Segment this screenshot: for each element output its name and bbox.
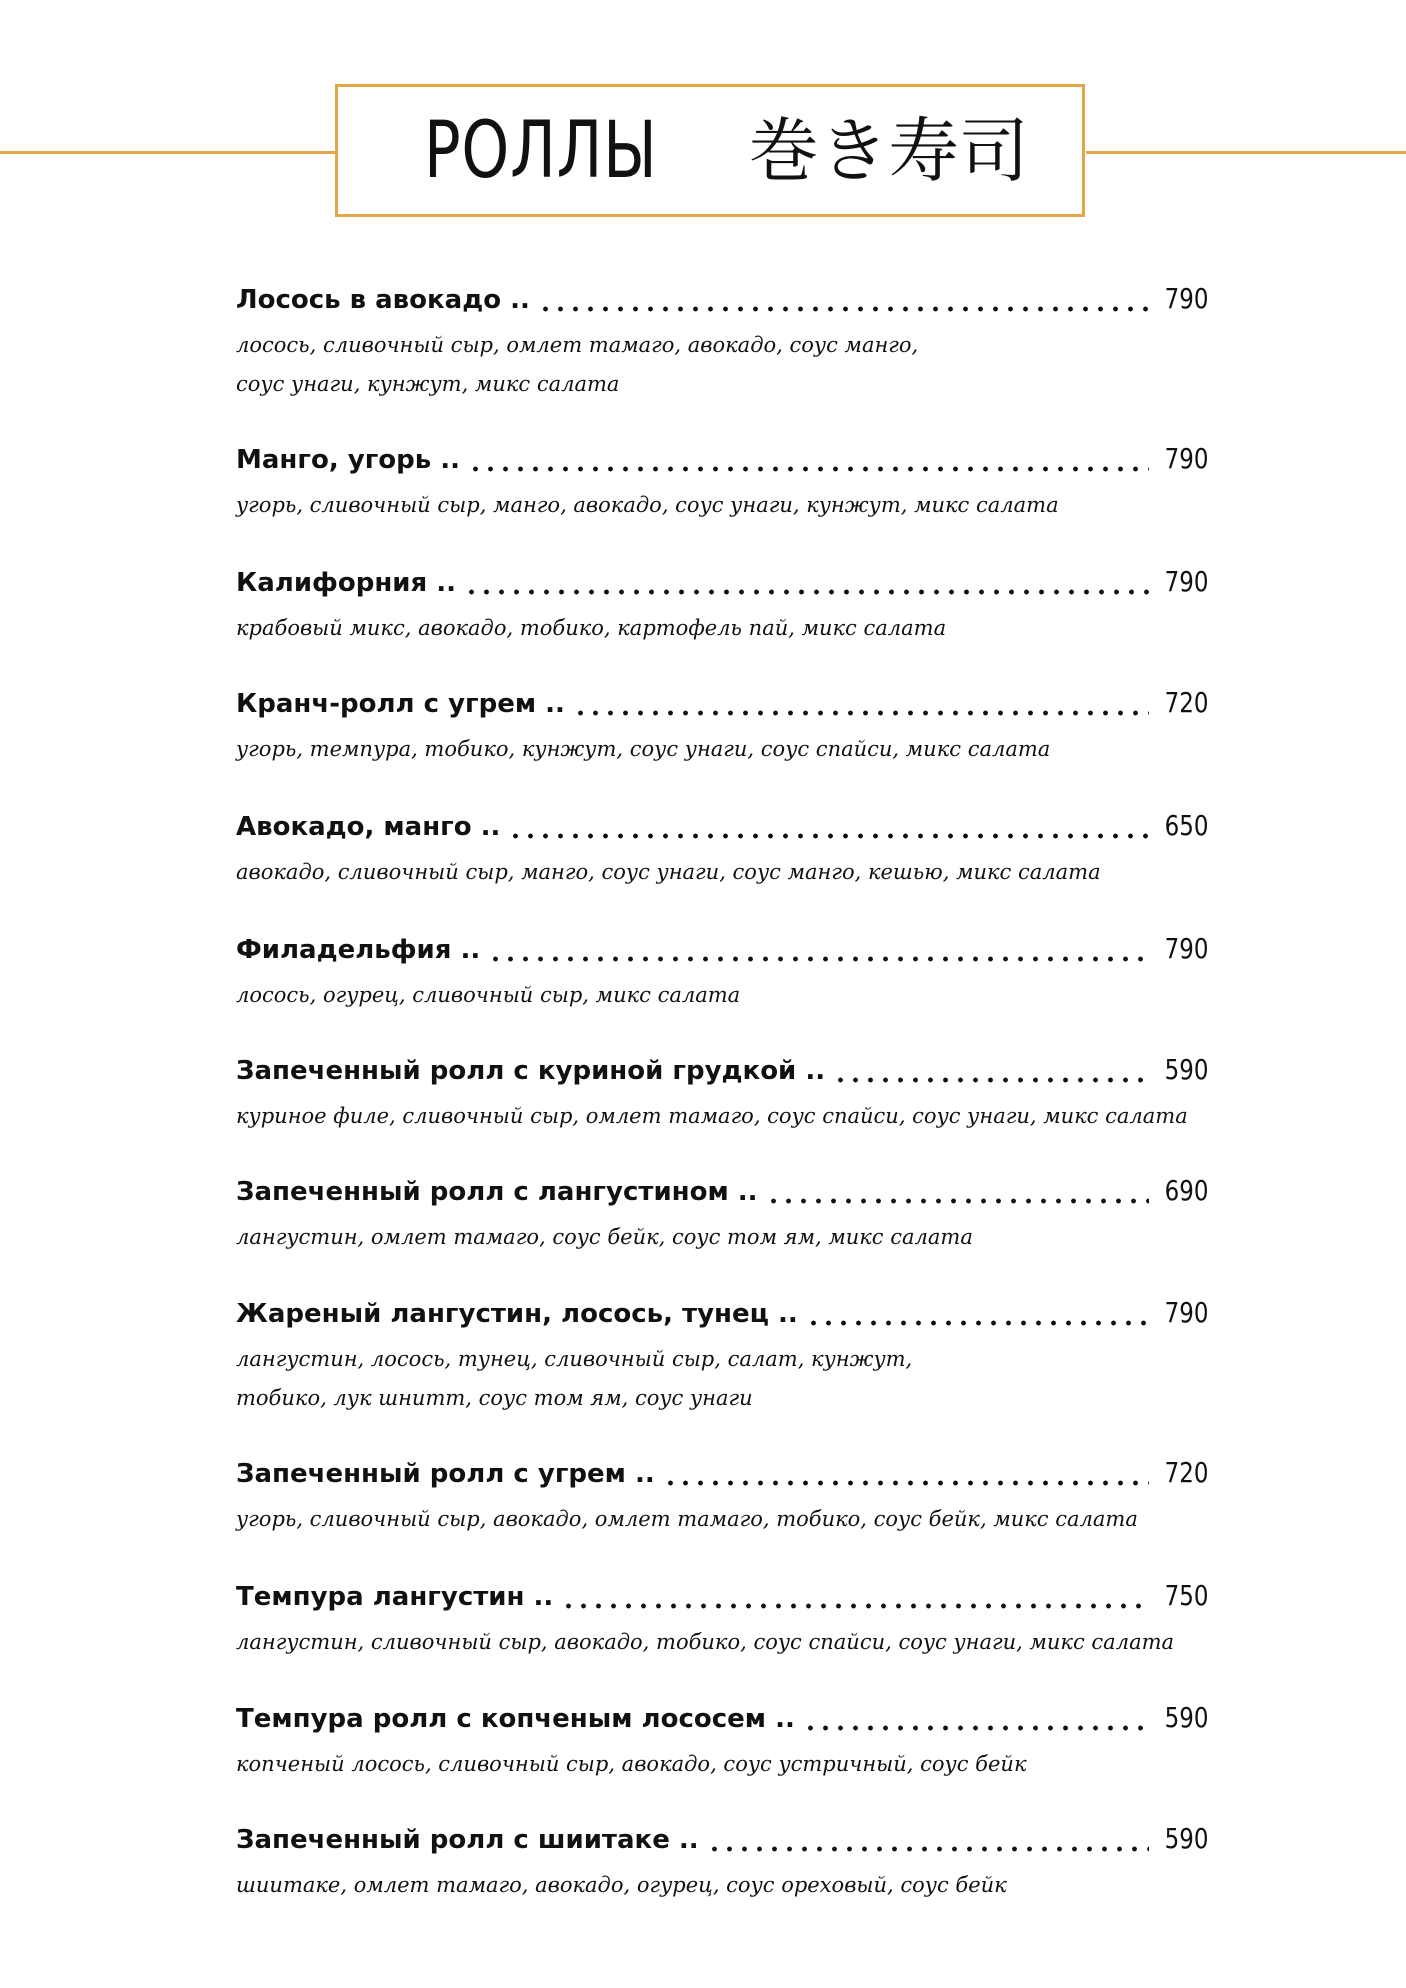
menu-item-description: лангустин, сливочный сыр, авокадо, тобико, соус спайси, соус унаги, микс салата — [236, 1630, 1175, 1654]
dot-leader — [806, 1317, 1149, 1329]
menu-item-price: 790 — [1164, 442, 1208, 475]
menu-item-name: Кранч-ролл с угрем .. — [236, 689, 565, 719]
menu-item-description: авокадо, сливочный сыр, манго, соус унаги, соус манго, кешью, микс салата — [236, 860, 1101, 884]
menu-item-row — [236, 282, 1208, 326]
menu-item — [236, 1053, 1208, 1136]
dot-leader — [464, 586, 1149, 598]
menu-item — [236, 1456, 1208, 1539]
page-title-box — [335, 84, 1085, 217]
menu-item-price: 790 — [1164, 282, 1208, 315]
menu-item-name: Темпура ролл с копченым лососем .. — [236, 1704, 795, 1734]
menu-item-description: лосось, огурец, сливочный сыр, микс салата — [236, 983, 741, 1007]
menu-item-price: 790 — [1164, 565, 1208, 598]
page-title-ru: РОЛЛЫ — [424, 105, 658, 196]
menu-item-row — [236, 809, 1208, 853]
header-rule-right — [1086, 151, 1406, 154]
menu-item-description: угорь, сливочный сыр, манго, авокадо, соус унаги, кунжут, микс салата — [236, 493, 1059, 517]
menu-item — [236, 442, 1208, 525]
menu-item-row — [236, 565, 1208, 609]
menu-item-row — [236, 1579, 1208, 1623]
menu-item — [236, 1296, 1208, 1418]
menu-item-row — [236, 932, 1208, 976]
menu-list — [236, 282, 1208, 1905]
page-title-jp: 巻き寿司 — [748, 109, 1029, 192]
menu-item — [236, 1174, 1208, 1257]
menu-item-name: Лосось в авокадо .. — [236, 285, 530, 315]
dot-leader — [561, 1600, 1148, 1612]
menu-item-price: 750 — [1164, 1579, 1208, 1612]
menu-item-description: угорь, сливочный сыр, авокадо, омлет тамаго, тобико, соус бейк, микс салата — [236, 1507, 1138, 1531]
dot-leader — [663, 1477, 1149, 1489]
menu-item-price: 690 — [1164, 1174, 1208, 1207]
dot-leader — [833, 1074, 1148, 1086]
menu-item-row — [236, 1053, 1208, 1097]
menu-item — [236, 686, 1208, 769]
menu-item-description: крабовый микс, авокадо, тобико, картофель пай, микс салата — [236, 616, 947, 640]
menu-item-name: Запеченный ролл с лангустином .. — [236, 1177, 758, 1207]
menu-item-name: Жареный лангустин, лосось, тунец .. — [236, 1299, 798, 1329]
menu-item-name: Калифорния .. — [236, 568, 457, 598]
menu-item-description: угорь, темпура, тобико, кунжут, соус унаги, соус спайси, микс салата — [236, 737, 1051, 761]
dot-leader — [573, 707, 1149, 719]
menu-item — [236, 1701, 1208, 1784]
menu-item-row — [236, 686, 1208, 730]
menu-item — [236, 282, 1208, 404]
menu-item-name: Филадельфия .. — [236, 935, 481, 965]
header-rule-left — [0, 151, 336, 154]
menu-item-row — [236, 442, 1208, 486]
menu-item-name: Манго, угорь .. — [236, 445, 461, 475]
menu-item — [236, 1579, 1208, 1662]
menu-item-description: копченый лосось, сливочный сыр, авокадо, соус устричный, соус бейк — [236, 1752, 1027, 1776]
menu-item-price: 790 — [1164, 932, 1208, 965]
dot-leader — [508, 830, 1148, 842]
menu-item-name: Авокадо, манго .. — [236, 812, 501, 842]
dot-leader — [538, 303, 1149, 315]
menu-item-row — [236, 1296, 1208, 1340]
menu-item-name: Запеченный ролл с куриной грудкой .. — [236, 1056, 826, 1086]
menu-item-row — [236, 1701, 1208, 1745]
menu-item-price: 720 — [1164, 686, 1208, 719]
menu-item-description: куриное филе, сливочный сыр, омлет тамаго, соус спайси, соус унаги, микс салата — [236, 1104, 1188, 1128]
menu-item-price: 790 — [1164, 1296, 1208, 1329]
menu-item-row — [236, 1456, 1208, 1500]
menu-item-name: Запеченный ролл с угрем .. — [236, 1459, 655, 1489]
menu-item — [236, 1822, 1208, 1905]
menu-item — [236, 565, 1208, 648]
dot-leader — [468, 463, 1149, 475]
menu-item-price: 590 — [1164, 1822, 1208, 1855]
menu-item-row — [236, 1174, 1208, 1218]
menu-item-price: 590 — [1164, 1053, 1208, 1086]
menu-item-name: Запеченный ролл с шиитаке .. — [236, 1825, 699, 1855]
dot-leader — [803, 1722, 1149, 1734]
dot-leader — [488, 953, 1148, 965]
menu-item-description: лангустин, лосось, тунец, сливочный сыр, салат, кунжут, тобико, лук шнитт, соус том ям, соус унаги — [236, 1347, 913, 1410]
menu-item-price: 650 — [1164, 809, 1208, 842]
menu-item-price: 720 — [1164, 1456, 1208, 1489]
menu-item-row — [236, 1822, 1208, 1866]
menu-item-description: лосось, сливочный сыр, омлет тамаго, авокадо, соус манго, соус унаги, кунжут, микс салата — [236, 333, 919, 396]
dot-leader — [766, 1195, 1149, 1207]
menu-item-name: Темпура лангустин .. — [236, 1582, 554, 1612]
menu-item-description: лангустин, омлет тамаго, соус бейк, соус том ям, микс салата — [236, 1225, 973, 1249]
menu-item — [236, 809, 1208, 892]
menu-item-price: 590 — [1164, 1701, 1208, 1734]
dot-leader — [707, 1843, 1149, 1855]
menu-item-description: шиитаке, омлет тамаго, авокадо, огурец, соус ореховый, соус бейк — [236, 1873, 1007, 1897]
menu-item — [236, 932, 1208, 1015]
